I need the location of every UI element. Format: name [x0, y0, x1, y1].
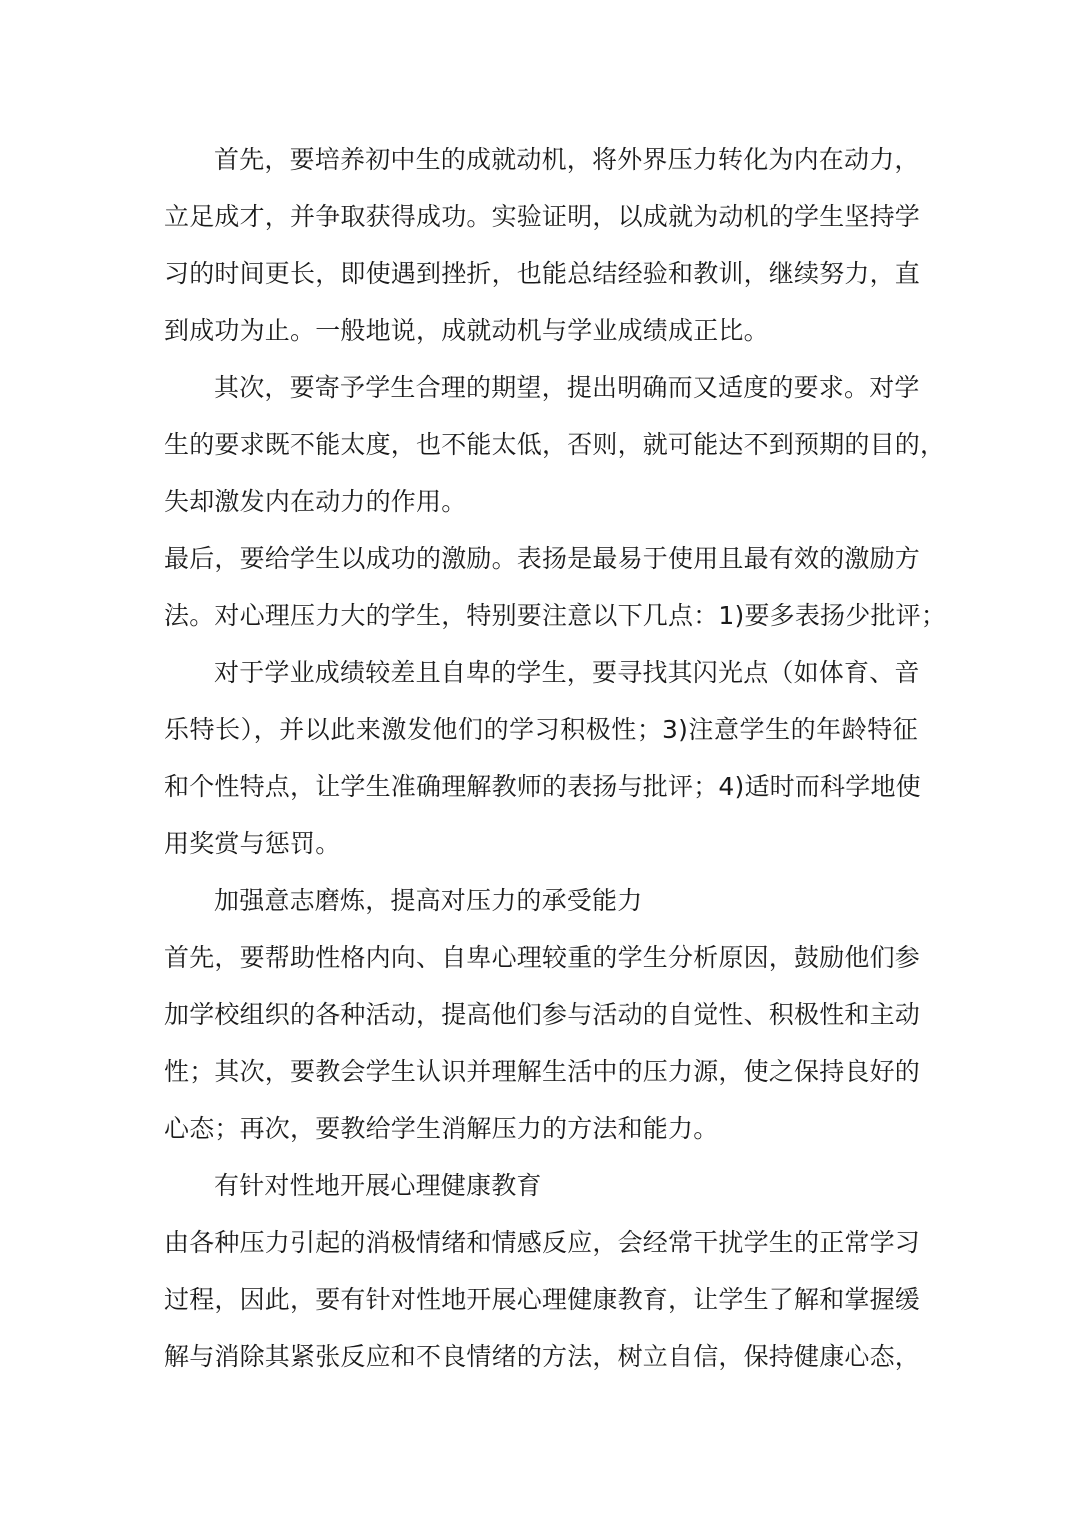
paragraph-line: 加学校组织的各种活动，提高他们参与活动的自觉性、积极性和主动	[164, 1000, 921, 1029]
paragraph-line: 用奖赏与惩罚。	[164, 829, 341, 858]
paragraph-line: 乐特长），并以此来激发他们的学习积极性；3)注意学生的年龄特征	[164, 715, 918, 744]
paragraph-line: 失却激发内在动力的作用。	[164, 487, 467, 516]
paragraph-line: 性；其次，要教会学生认识并理解生活中的压力源，使之保持良好的	[164, 1057, 921, 1086]
document-body	[164, 131, 947, 1385]
paragraph-line: 首先，要培养初中生的成就动机，将外界压力转化为内在动力，	[214, 145, 920, 174]
paragraph-line: 首先，要帮助性格内向、自卑心理较重的学生分析原因，鼓励他们参	[164, 943, 921, 972]
paragraph-line: 其次，要寄予学生合理的期望，提出明确而又适度的要求。对学	[214, 373, 920, 402]
paragraph-line: 对于学业成绩较差且自卑的学生，要寻找其闪光点（如体育、音	[214, 658, 920, 687]
paragraph-line: 心态；再次，要教给学生消解压力的方法和能力。	[164, 1114, 719, 1143]
paragraph-line: 最后，要给学生以成功的激励。表扬是最易于使用且最有效的激励方	[164, 544, 921, 573]
paragraph-line: 过程，因此，要有针对性地开展心理健康教育，让学生了解和掌握缓	[164, 1285, 921, 1314]
section-heading: 有针对性地开展心理健康教育	[214, 1171, 542, 1200]
paragraph-line: 解与消除其紧张反应和不良情绪的方法，树立自信，保持健康心态，	[164, 1342, 921, 1371]
paragraph-line: 立足成才，并争取获得成功。实验证明，以成就为动机的学生坚持学	[164, 202, 921, 231]
paragraph-line: 习的时间更长，即使遇到挫折，也能总结经验和教训，继续努力，直	[164, 259, 921, 288]
section-heading: 加强意志磨炼，提高对压力的承受能力	[214, 886, 643, 915]
paragraph-line: 法。对心理压力大的学生，特别要注意以下几点：1)要多表扬少批评；	[164, 601, 947, 630]
paragraph-line: 和个性特点，让学生准确理解教师的表扬与批评；4)适时而科学地使	[164, 772, 921, 801]
paragraph-line: 由各种压力引起的消极情绪和情感反应，会经常干扰学生的正常学习	[164, 1228, 921, 1257]
paragraph-line: 生的要求既不能太度，也不能太低，否则，就可能达不到预期的目的，	[164, 430, 946, 459]
paragraph-line: 到成功为止。一般地说，成就动机与学业成绩成正比。	[164, 316, 769, 345]
